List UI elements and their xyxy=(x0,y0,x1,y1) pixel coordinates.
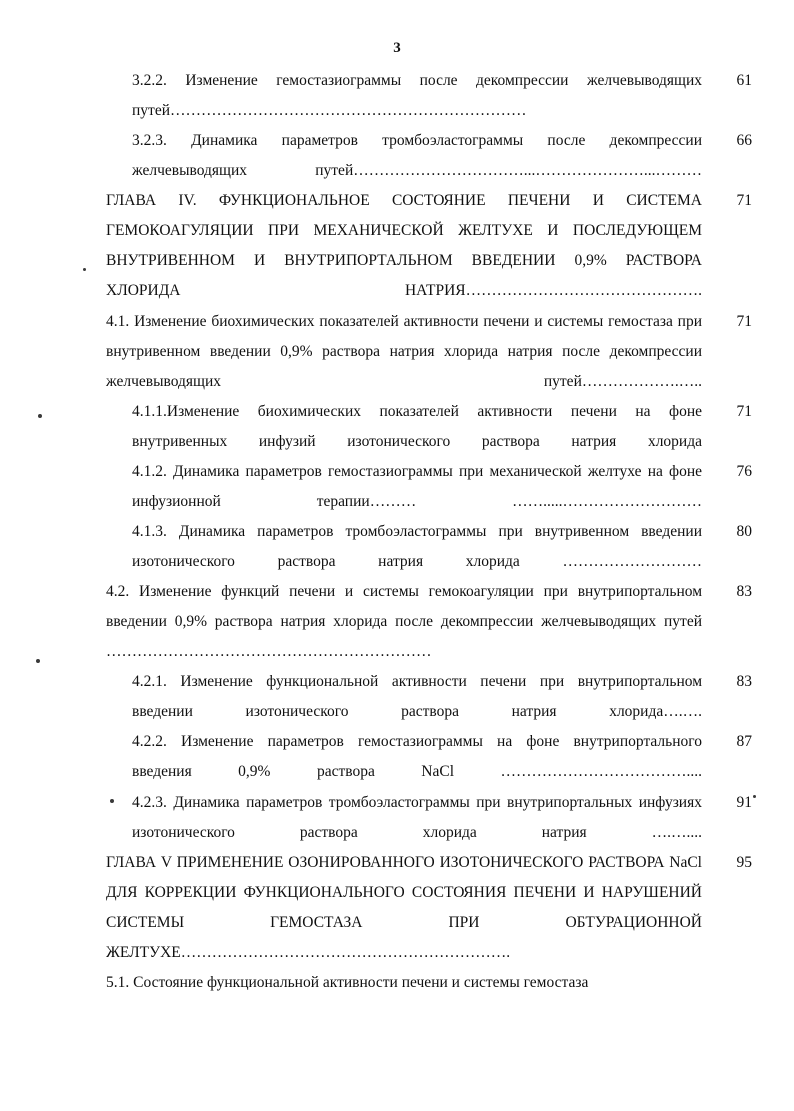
scan-speck xyxy=(110,799,114,803)
toc-entry-page: 83 xyxy=(736,673,752,691)
scan-speck xyxy=(83,268,86,271)
toc-entry-text: 4.2.1. Изменение функциональной активности печени при внутрипортальном введении изотонического раствора натрия хлорида….…. xyxy=(132,673,702,721)
toc-entry-page: 91 xyxy=(736,793,752,811)
toc-entry-page: 95 xyxy=(736,853,752,871)
toc-entry-text: ГЛАВА V ПРИМЕНЕНИЕ ОЗОНИРОВАННОГО ИЗОТОНИЧЕСКОГО РАСТВОРА NaCl ДЛЯ КОРРЕКЦИИ ФУНКЦИОНАЛЬНОГО СОСТОЯНИЯ ПЕЧЕНИ И НАРУШЕНИЙ СИСТЕМЫ ГЕМОСТАЗА ПРИ ОБТУРАЦИОННОЙ ЖЕЛТУХЕ………………………………………………………. xyxy=(106,853,702,961)
scan-speck xyxy=(36,659,40,663)
toc-entry[interactable] xyxy=(106,517,752,577)
toc-entry-chapter[interactable] xyxy=(106,848,752,968)
toc-entry-text: 3.2.3. Динамика параметров тромбоэластограммы после декомпрессии желчевыводящих путей……………………………...…………………...……… xyxy=(132,132,702,180)
scan-speck xyxy=(38,414,42,418)
toc-entry-chapter[interactable] xyxy=(106,186,752,306)
toc-entry[interactable] xyxy=(106,66,752,126)
toc-entry-text: 4.1.2. Динамика параметров гемостазиограммы при механической желтухе на фоне инфузионной терапии……… …….....……………………… xyxy=(132,462,702,510)
toc-entry-page: 76 xyxy=(736,462,752,480)
scan-speck xyxy=(753,795,756,798)
toc-entry-page: 71 xyxy=(736,192,752,210)
toc-entry[interactable] xyxy=(106,397,752,457)
toc-entry[interactable] xyxy=(106,968,752,998)
toc-entry-page: 80 xyxy=(736,522,752,540)
toc-entry-text: 4.1. Изменение биохимических показателей активности печени и системы гемостаза при внутривенном введении 0,9% раствора натрия хлорида натрия после декомпрессии желчевыводящих путей……………….….. xyxy=(106,312,702,390)
toc-entry[interactable] xyxy=(106,307,752,397)
toc-entry[interactable] xyxy=(106,457,752,517)
table-of-contents xyxy=(106,66,752,998)
toc-entry-page: 87 xyxy=(736,733,752,751)
toc-entry-page: 66 xyxy=(736,132,752,150)
toc-entry-text: 4.2.2. Изменение параметров гемостазиограммы на фоне внутрипортального введения 0,9% раствора NaCl ……………………………….... xyxy=(132,733,702,781)
toc-entry-text: 4.1.3. Динамика параметров тромбоэластограммы при внутривенном введении изотонического раствора натрия хлорида ……………………… xyxy=(132,522,702,570)
toc-entry-text: 4.1.1.Изменение биохимических показателей активности печени на фоне внутривенных инфузий изотонического раствора натрия хлорида xyxy=(132,402,702,450)
toc-entry-text: 4.2.3. Динамика параметров тромбоэластограммы при внутрипортальных инфузиях изотонического раствора хлорида натрия ….….... xyxy=(132,793,702,841)
toc-entry[interactable] xyxy=(106,667,752,727)
toc-entry[interactable] xyxy=(106,727,752,787)
toc-entry-text: 4.2. Изменение функций печени и системы гемокоагуляции при внутрипортальном введении 0,9% раствора натрия хлорида после декомпрессии желчевыводящих путей ……………………………………………………… xyxy=(106,583,702,661)
toc-entry[interactable] xyxy=(106,788,752,848)
toc-entry-page: 71 xyxy=(736,312,752,330)
toc-entry-page: 83 xyxy=(736,583,752,601)
page-number: 3 xyxy=(393,40,401,56)
toc-entry-text: ГЛАВА IV. ФУНКЦИОНАЛЬНОЕ СОСТОЯНИЕ ПЕЧЕНИ И СИСТЕМА ГЕМОКОАГУЛЯЦИИ ПРИ МЕХАНИЧЕСКОЙ ЖЕЛТУХЕ И ПОСЛЕДУЮЩЕМ ВНУТРИВЕННОМ И ВНУТРИПОРТАЛЬНОМ ВВЕДЕНИИ 0,9% РАСТВОРА ХЛОРИДА НАТРИЯ………………………………………. xyxy=(106,192,702,300)
toc-entry[interactable] xyxy=(106,126,752,186)
toc-entry-page: 61 xyxy=(736,72,752,89)
toc-entry[interactable] xyxy=(106,577,752,667)
toc-entry-page: 71 xyxy=(736,402,752,420)
toc-entry-text: 3.2.2. Изменение гемостазиограммы после декомпрессии желчевыводящих путей…………………………………………………………… xyxy=(132,72,702,120)
toc-entry-text: 5.1. Состояние функциональной активности печени и системы гемостаза xyxy=(106,973,589,991)
